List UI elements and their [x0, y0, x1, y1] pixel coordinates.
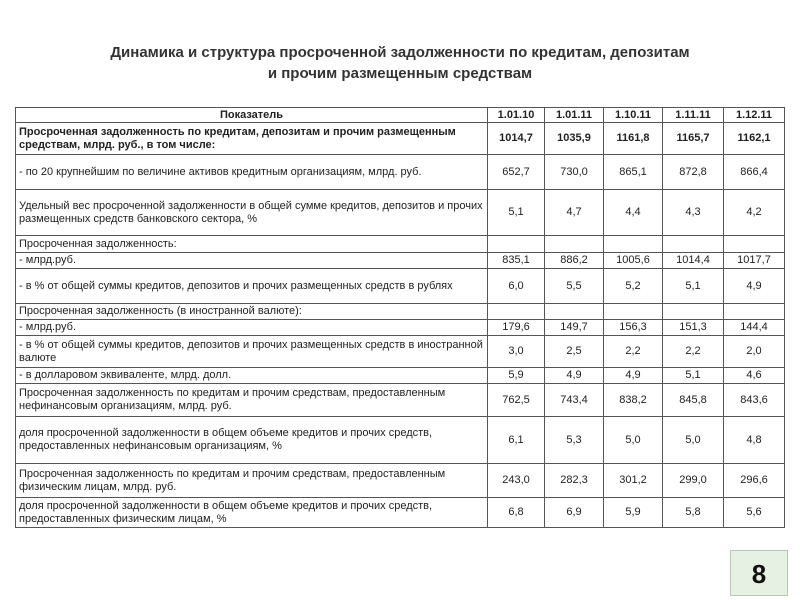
row-label: Просроченная задолженность по кредитам, депозитам и прочим размещенным средствам, млрд. руб., в том числе:	[16, 123, 488, 155]
table-cell: 886,2	[545, 253, 604, 269]
table-cell: 4,4	[604, 190, 663, 236]
row-label: Просроченная задолженность по кредитам и прочим средствам, предоставленным физическим лицам, млрд. руб.	[16, 464, 488, 498]
table-cell: 282,3	[545, 464, 604, 498]
row-label: Просроченная задолженность по кредитам и прочим средствам, предоставленным нефинансовым организациям, млрд. руб.	[16, 384, 488, 417]
table-cell: 5,8	[663, 498, 724, 528]
table-cell: 762,5	[488, 384, 545, 417]
table-cell: 5,2	[604, 269, 663, 304]
table-cell: 5,6	[724, 498, 785, 528]
table-cell: 1165,7	[663, 123, 724, 155]
table-row	[16, 155, 785, 190]
title-line-1: Динамика и структура просроченной задолженности по кредитам, депозитам	[110, 44, 690, 61]
table-cell: 5,9	[604, 498, 663, 528]
column-header: 1.11.11	[663, 108, 724, 123]
table-cell: 2,5	[545, 336, 604, 368]
column-header: 1.01.10	[488, 108, 545, 123]
table-cell	[604, 304, 663, 320]
table-cell: 5,1	[663, 368, 724, 384]
page-title	[20, 42, 780, 84]
column-header: 1.10.11	[604, 108, 663, 123]
table-row	[16, 384, 785, 417]
table-cell	[663, 304, 724, 320]
row-label: доля просроченной задолженности в общем объеме кредитов и прочих средств, предоставленных нефинансовым организациям, %	[16, 417, 488, 464]
table-cell: 845,8	[663, 384, 724, 417]
table-cell: 865,1	[604, 155, 663, 190]
table-cell	[724, 236, 785, 253]
table-row	[16, 498, 785, 528]
table-row	[16, 304, 785, 320]
table-cell	[545, 304, 604, 320]
table-cell: 149,7	[545, 320, 604, 336]
table-row	[16, 123, 785, 155]
table-cell: 179,6	[488, 320, 545, 336]
table-cell: 3,0	[488, 336, 545, 368]
row-label: - в % от общей суммы кредитов, депозитов и прочих размещенных средств в иностранной валюте	[16, 336, 488, 368]
table-cell: 743,4	[545, 384, 604, 417]
row-label: - млрд.руб.	[16, 253, 488, 269]
table-cell: 151,3	[663, 320, 724, 336]
table-cell: 2,0	[724, 336, 785, 368]
table-cell: 4,2	[724, 190, 785, 236]
table-row	[16, 336, 785, 368]
table-cell: 1014,4	[663, 253, 724, 269]
table-cell: 299,0	[663, 464, 724, 498]
table-cell: 1014,7	[488, 123, 545, 155]
table-cell: 2,2	[604, 336, 663, 368]
row-label: Просроченная задолженность:	[16, 236, 488, 253]
table-cell: 6,1	[488, 417, 545, 464]
table-row	[16, 368, 785, 384]
table-cell: 872,8	[663, 155, 724, 190]
table-cell: 5,3	[545, 417, 604, 464]
table-header-row	[16, 108, 785, 123]
data-table	[15, 107, 785, 528]
table-cell: 838,2	[604, 384, 663, 417]
table-cell: 5,0	[663, 417, 724, 464]
table-cell: 866,4	[724, 155, 785, 190]
row-label: доля просроченной задолженности в общем объеме кредитов и прочих средств, предоставленных физическим лицам, %	[16, 498, 488, 528]
table-cell: 243,0	[488, 464, 545, 498]
table-cell: 156,3	[604, 320, 663, 336]
table-cell: 4,6	[724, 368, 785, 384]
table-cell: 5,5	[545, 269, 604, 304]
row-label: - млрд.руб.	[16, 320, 488, 336]
column-header: Показатель	[16, 108, 488, 123]
table-cell: 652,7	[488, 155, 545, 190]
table-cell: 4,7	[545, 190, 604, 236]
table-row	[16, 417, 785, 464]
table-cell: 835,1	[488, 253, 545, 269]
table-cell	[604, 236, 663, 253]
column-header: 1.12.11	[724, 108, 785, 123]
page-number-badge: 8	[730, 550, 788, 596]
table-cell: 5,1	[663, 269, 724, 304]
table-cell: 4,9	[724, 269, 785, 304]
table-cell: 730,0	[545, 155, 604, 190]
table-cell: 1162,1	[724, 123, 785, 155]
table-cell: 5,1	[488, 190, 545, 236]
column-header: 1.01.11	[545, 108, 604, 123]
row-label: Удельный вес просроченной задолженности в общей сумме кредитов, депозитов и прочих размещенных средств банковского сектора, %	[16, 190, 488, 236]
table-cell: 1035,9	[545, 123, 604, 155]
table-cell: 843,6	[724, 384, 785, 417]
table-row	[16, 190, 785, 236]
table-row	[16, 253, 785, 269]
table-cell	[488, 304, 545, 320]
table-cell	[545, 236, 604, 253]
table-cell	[488, 236, 545, 253]
table-row	[16, 464, 785, 498]
table-row	[16, 320, 785, 336]
table-cell: 1017,7	[724, 253, 785, 269]
table-cell: 1005,6	[604, 253, 663, 269]
row-label: - в % от общей суммы кредитов, депозитов и прочих размещенных средств в рублях	[16, 269, 488, 304]
table-cell: 6,8	[488, 498, 545, 528]
table-cell: 5,0	[604, 417, 663, 464]
table-cell	[663, 236, 724, 253]
table-cell: 1161,8	[604, 123, 663, 155]
title-line-2: и прочим размещенным средствам	[267, 65, 533, 82]
table-cell: 144,4	[724, 320, 785, 336]
table-cell: 6,0	[488, 269, 545, 304]
row-label: - в долларовом эквиваленте, млрд. долл.	[16, 368, 488, 384]
table-cell: 4,3	[663, 190, 724, 236]
table-row	[16, 269, 785, 304]
table-cell: 6,9	[545, 498, 604, 528]
table-cell: 4,9	[545, 368, 604, 384]
table-cell: 296,6	[724, 464, 785, 498]
row-label: - по 20 крупнейшим по величине активов кредитным организациям, млрд. руб.	[16, 155, 488, 190]
table-cell: 301,2	[604, 464, 663, 498]
table-cell: 2,2	[663, 336, 724, 368]
table-cell	[724, 304, 785, 320]
row-label: Просроченная задолженность (в иностранной валюте):	[16, 304, 488, 320]
table-cell: 4,9	[604, 368, 663, 384]
table-cell: 4,8	[724, 417, 785, 464]
table-cell: 5,9	[488, 368, 545, 384]
table-row	[16, 236, 785, 253]
